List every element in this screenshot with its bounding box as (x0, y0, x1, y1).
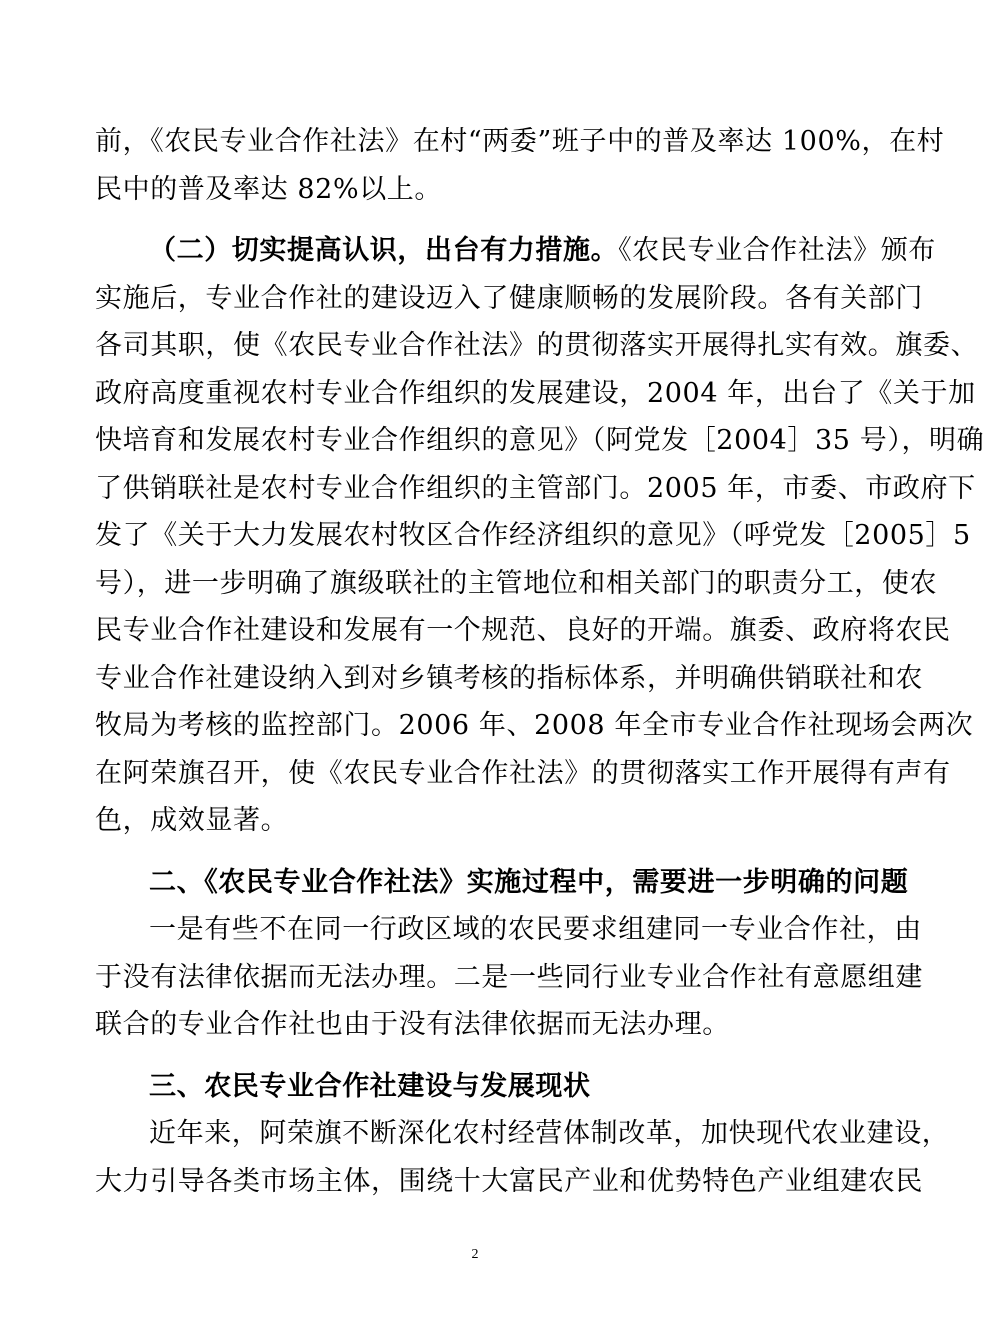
page-number: 2 (471, 1247, 479, 1262)
paragraph-line: 政府高度重视农村专业合作组织的发展建设，2004 年，出台了《关于加 (95, 377, 976, 409)
paragraph-line: 号），进一步明确了旗级联社的主管地位和相关部门的职责分工，使农 (95, 567, 938, 599)
paragraph-line: 民中的普及率达 82%以上。 (95, 173, 442, 205)
section-heading: 三、农民专业合作社建设与发展现状 (149, 1070, 591, 1102)
paragraph-line: 联合的专业合作社也由于没有法律依据而无法办理。 (95, 1009, 730, 1040)
paragraph-line: 专业合作社建设纳入到对乡镇考核的指标体系，并明确供销联社和农 (95, 662, 923, 694)
paragraph-line: 前，《农民专业合作社法》在村“两委”班子中的普及率达 100%，在村 (95, 126, 945, 157)
section-heading: 二、《农民专业合作社法》实施过程中，需要进一步明确的问题 (149, 866, 909, 898)
paragraph-text: 《农民专业合作社法》颁布 (618, 235, 936, 266)
paragraph-line: 大力引导各类市场主体，围绕十大富民产业和优势特色产业组建农民 (95, 1165, 923, 1197)
paragraph-line: 发了《关于大力发展农村牧区合作经济组织的意见》（呼党发［2005］5 (95, 520, 971, 551)
paragraph-line: 近年来，阿荣旗不断深化农村经营体制改革，加快现代农业建设， (149, 1118, 950, 1149)
paragraph-line: 实施后，专业合作社的建设迈入了健康顺畅的发展阶段。各有关部门 (95, 282, 923, 314)
paragraph-line: 于没有法律依据而无法办理。二是一些同行业专业合作社有意愿组建 (95, 961, 923, 993)
paragraph-line: 快培育和发展农村专业合作组织的意见》（阿党发［2004］35 号），明确 (95, 425, 984, 456)
paragraph-line (95, 227, 936, 275)
paragraph-line: 牧局为考核的监控部门。2006 年、2008 年全市专业合作社现场会两次 (95, 710, 974, 741)
paragraph-line: 在阿荣旗召开，使《农民专业合作社法》的贯彻落实工作开展得有声有 (95, 757, 951, 789)
document-body (95, 118, 984, 1205)
paragraph-line: 各司其职，使《农民专业合作社法》的贯彻落实开展得扎实有效。旗委、 (95, 330, 979, 361)
paragraph-line: 色，成效显著。 (95, 805, 289, 836)
paragraph-line: 民专业合作社建设和发展有一个规范、良好的开端。旗委、政府将农民 (95, 615, 951, 646)
section-subheading: （二）切实提高认识，出台有力措施。 (149, 235, 619, 266)
paragraph-line: 了供销联社是农村专业合作组织的主管部门。2005 年，市委、市政府下 (95, 472, 976, 504)
paragraph-line: 一是有些不在同一行政区域的农民要求组建同一专业合作社，由 (149, 914, 922, 945)
